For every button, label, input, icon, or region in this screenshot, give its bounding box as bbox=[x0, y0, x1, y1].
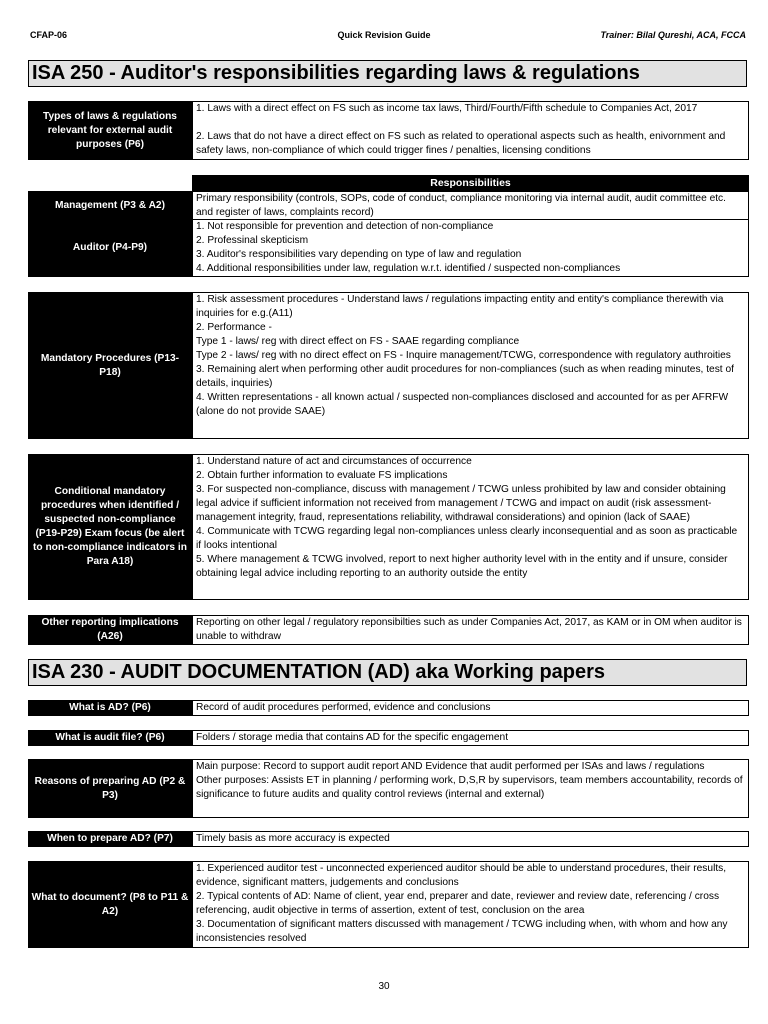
reasons-line: Main purpose: Record to support audit report AND Evidence that audit performed per ISAs and laws / regulations bbox=[196, 761, 705, 772]
types-line-2: 2. Laws that do not have a direct effect on FS such as related to operational aspects such as health, enivornment and safety laws, non-compliance of which could trigger fines / penalties, licensing conditions bbox=[196, 131, 726, 156]
types-line-1: 1. Laws with a direct effect on FS such as income tax laws, Third/Fourth/Fifth schedule to Companies Act, 2017 bbox=[196, 103, 698, 114]
auditor-line: 3. Auditor's responsibilities vary depending on type of law and regulation bbox=[196, 249, 522, 260]
mandatory-value bbox=[192, 292, 749, 439]
isa250-title: ISA 250 - Auditor's responsibilities regarding laws & regulations bbox=[28, 60, 747, 87]
management-label: Management (P3 & A2) bbox=[28, 191, 192, 220]
mandatory-line: Type 1 - laws/ reg with direct effect on FS - SAAE regarding compliance bbox=[196, 336, 520, 347]
reasons-line: Other purposes: Assists ET in planning / performing work, D,S,R by supervisors, team members accountability, records of significance to future audits and quality control reviews (internal and external) bbox=[196, 775, 743, 800]
responsibilities-heading: Responsibilities bbox=[192, 175, 749, 191]
conditional-line: 5. Where management & TCWG involved, report to next higher authority level with in the entity and if unsure, consider obtaining legal advice including reporting to an authority outside the entity bbox=[196, 554, 728, 579]
auditor-label: Auditor (P4-P9) bbox=[28, 219, 192, 277]
when-label: When to prepare AD? (P7) bbox=[28, 831, 192, 847]
auditor-line: 1. Not responsible for prevention and detection of non-compliance bbox=[196, 221, 494, 232]
other-reporting-value: Reporting on other legal / regulatory reponsibilties such as under Companies Act, 2017, as KAM or in OM when auditor is unable to withdraw bbox=[192, 615, 749, 645]
reasons-row bbox=[28, 759, 749, 818]
what-to-document-line: 2. Typical contents of AD: Name of client, year end, preparer and date, reviewer and review date, referencing / cross referencing, audit objective in terms of assertion, extent of test, conclusion on the area bbox=[196, 891, 720, 916]
mandatory-row bbox=[28, 292, 749, 439]
course-code: CFAP-06 bbox=[30, 30, 68, 40]
other-reporting-row bbox=[28, 615, 749, 645]
mandatory-line: Type 2 - laws/ reg with no direct effect on FS - Inquire management/TCWG, correspondence with regulatory authroities bbox=[196, 350, 731, 361]
conditional-line: 2. Obtain further information to evaluate FS implications bbox=[196, 470, 448, 481]
mandatory-line: 3. Remaining alert when performing other audit procedures for non-compliances (such as when reading minutes, test of details, inquiries) bbox=[196, 364, 734, 389]
auditor-line: 4. Additional responsibilities under law, regulation w.r.t. identified / suspected non-compliances bbox=[196, 263, 621, 274]
mandatory-line: 1. Risk assessment procedures - Understand laws / regulations impacting entity and entity's compliance therewith via inquiries for e.g.(A11) bbox=[196, 294, 724, 319]
audit-file-row bbox=[28, 730, 749, 746]
conditional-line: 3. For suspected non-compliance, discuss with management / TCWG unless prohibited by law and consider obtaining legal advice if sufficient information not received from management / TCWG and impact on audit (risk assessment-management integrity, fraud, representations reliability, withdrawal considerations) and opinion (lack of SAAE) bbox=[196, 484, 726, 523]
what-is-ad-row bbox=[28, 700, 749, 716]
conditional-line: 1. Understand nature of act and circumstances of occurrence bbox=[196, 456, 472, 467]
conditional-value bbox=[192, 454, 749, 600]
conditional-label: Conditional mandatory procedures when identified / suspected non-compliance (P19-P29) Exam focus (be alert to non-compliance indicators in Para A18) bbox=[28, 454, 192, 600]
when-value: Timely basis as more accuracy is expected bbox=[192, 831, 749, 847]
mandatory-label: Mandatory Procedures (P13-P18) bbox=[28, 292, 192, 439]
conditional-line: 4. Communicate with TCWG regarding legal non-compliances unless clearly inconsequential and as soon as practicable if looks intentional bbox=[196, 526, 738, 551]
conditional-row bbox=[28, 454, 749, 600]
management-value: Primary responsibility (controls, SOPs, code of conduct, compliance monitoring via internal audit, audit committee etc. and register of laws, complaints record) bbox=[192, 191, 749, 220]
types-row bbox=[28, 101, 749, 160]
mandatory-line: 2. Performance - bbox=[196, 322, 272, 333]
management-row bbox=[28, 191, 749, 220]
types-label: Types of laws & regulations relevant for external audit purposes (P6) bbox=[28, 101, 192, 160]
mandatory-line: 4. Written representations - all known actual / suspected non-compliances disclosed and accounted for as per AFRFW (alone do not provide SAAE) bbox=[196, 392, 729, 417]
what-to-document-line: 1. Experienced auditor test - unconnected experienced auditor should be able to understand procedures, their results, evidence, significant matters, judgements and conclusions bbox=[196, 863, 727, 888]
what-to-document-label: What to document? (P8 to P11 & A2) bbox=[28, 861, 192, 948]
page-number: 30 bbox=[378, 981, 390, 992]
what-is-ad-value: Record of audit procedures performed, evidence and conclusions bbox=[192, 700, 749, 716]
what-is-ad-label: What is AD? (P6) bbox=[28, 700, 192, 716]
reasons-label: Reasons of preparing AD (P2 & P3) bbox=[28, 759, 192, 818]
audit-file-value: Folders / storage media that contains AD for the specific engagement bbox=[192, 730, 749, 746]
reasons-value bbox=[192, 759, 749, 818]
what-to-document-value bbox=[192, 861, 749, 948]
auditor-line: 2. Professinal skepticism bbox=[196, 235, 309, 246]
auditor-row bbox=[28, 219, 749, 277]
what-to-document-line: 3. Documentation of significant matters discussed with management / TCWG including when, with whom and how any inconsistencies resolved bbox=[196, 919, 728, 944]
isa230-title: ISA 230 - AUDIT DOCUMENTATION (AD) aka Working papers bbox=[28, 659, 747, 686]
audit-file-label: What is audit file? (P6) bbox=[28, 730, 192, 746]
what-to-document-row bbox=[28, 861, 749, 948]
types-value bbox=[192, 101, 749, 160]
other-reporting-label: Other reporting implications (A26) bbox=[28, 615, 192, 645]
when-row bbox=[28, 831, 749, 847]
trainer-name: Trainer: Bilal Qureshi, ACA, FCCA bbox=[600, 30, 746, 40]
document-title: Quick Revision Guide bbox=[337, 30, 431, 40]
auditor-value bbox=[192, 219, 749, 277]
